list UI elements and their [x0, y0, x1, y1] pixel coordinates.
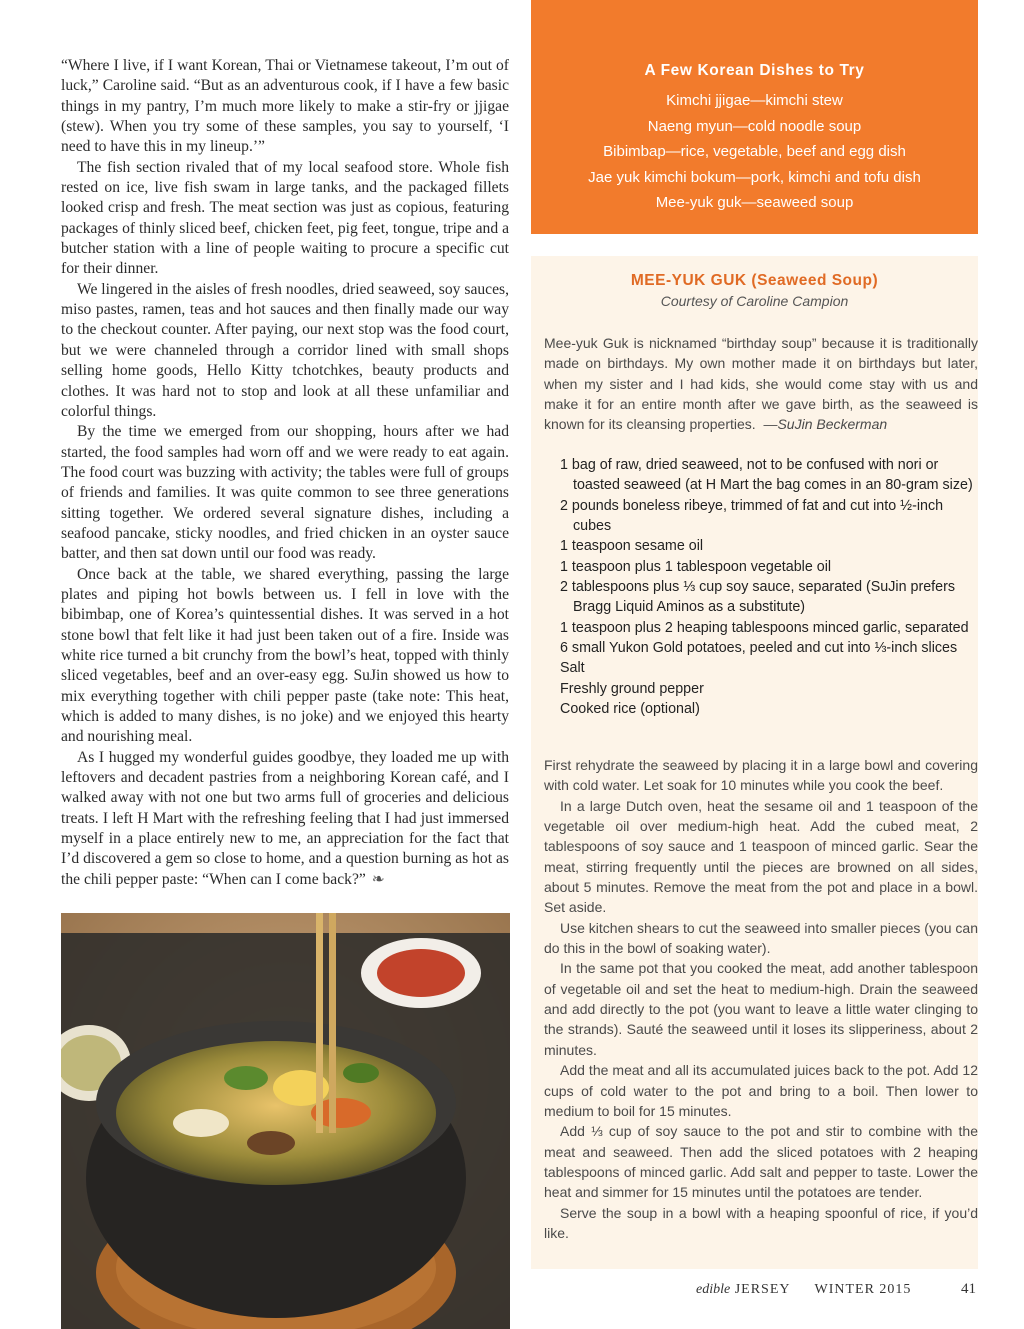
ingredient-item: Freshly ground pepper [560, 680, 704, 697]
article-paragraph [61, 748, 509, 890]
ingredient-item: 1 teaspoon plus 1 tablespoon vegetable oil [560, 558, 832, 575]
ingredient-item: 2 pounds boneless ribeye, trimmed of fat and cut into ½-inch cubes [560, 497, 944, 535]
ingredient-item: 6 small Yukon Gold potatoes, peeled and cut into ⅓-inch slices [560, 640, 958, 657]
direction-step: First rehydrate the seaweed by placing it in a large bowl and covering with cold water. Let soak for 10 minutes while you cook the beef. [544, 757, 978, 794]
magazine-name-italic: edible [696, 1282, 731, 1297]
ingredient-item: 2 tablespoons plus ⅓ cup soy sauce, separated (SuJin prefers Bragg Liquid Aminos as a substitute) [560, 579, 955, 616]
recipe-credit: Courtesy of Caroline Campion [660, 293, 849, 309]
direction-step: Use kitchen shears to cut the seaweed into smaller pieces (you can do this in the bowl of soaking water). [544, 919, 978, 957]
magazine-name: JERSEY [734, 1282, 790, 1297]
page-number: 41 [961, 1281, 976, 1297]
korean-dishes-sidebar [531, 0, 978, 234]
article-paragraph: “Where I live, if I want Korean, Thai or Vietnamese takeout, I’m out of luck,” Caroline said. “But as an adventurous cook, if I have a few basic things in my pantry, I’m much more likely to make a stir-fry or jjigae (stew). When you try some of these samples, you say to yourself, ‘I need to have this in my lineup.’” [61, 57, 509, 156]
ingredients-list [560, 455, 978, 719]
article-paragraph-text: As I hugged my wonderful guides goodbye, they loaded me up with leftovers and decadent pastries from a neighboring Korean café, and I walked away with not one but two arms full of groceries and delicious treats. I left H Mart with the refreshing feeling that I had just immersed myself in a place entirely new to me, an appreciation for the fact that I’d discovered a gem so close to home, and a question burning as hot as the chili pepper paste: “When can I come back?” [61, 748, 509, 888]
ingredient-item: Salt [560, 660, 585, 677]
article-paragraph: Once back at the table, we shared everything, passing the large plates and piping hot bowls between us. I fell in love with the bibimbap, one of Korea’s quintessential dishes. It was served in a hot stone bowl that felt like it had just been taken out of a fire. Inside was white rice turned a bit crunchy from the bowl’s heat, topped with thinly sliced vegetables, beef and an over-easy egg. SuJin showed us how to mix everything together with chili pepper paste (take note: This heat, which is added to many dishes, is no joke) and we enjoyed this hearty and nourishing meal. [61, 565, 509, 746]
ingredient-item: 1 bag of raw, dried seaweed, not to be confused with nori or toasted seaweed (at H Mart the bag comes in an 80-gram size) [560, 457, 973, 494]
article-paragraph: By the time we emerged from our shopping, hours after we had started, the food samples had worn off and we were ready to eat again. The food court was buzzing with activity; the tables were full of groups of friends and families. It was quite common to see three generations sitting together. We ordered several signature dishes, including a seafood pancake, sticky noodles, and fried chicken in an oyster sauce batter, and then sat down until our food was ready. [61, 423, 509, 563]
dish-item: Kimchi jjigae—kimchi stew [666, 92, 843, 109]
recipe-intro-attribution: —SuJin Beckerman [763, 416, 888, 433]
direction-step: Add ⅓ cup of soy sauce to the pot and stir to combine with the meat and seaweed. Then add the sliced potatoes with 2 heaping tablespoons of minced garlic. Add salt and pepper to taste. Lower the heat and simmer for 15 minutes until the potatoes are tender. [544, 1123, 978, 1201]
recipe-directions [544, 755, 978, 1243]
page-footer [696, 1282, 911, 1298]
recipe-intro [544, 333, 978, 434]
recipe-title: MEE-YUK GUK (Seaweed Soup) [630, 272, 879, 289]
recipe-intro-text: Mee-yuk Guk is nicknamed “birthday soup” because it is traditionally made on birthdays. My own mother made it on birthdays but later, when my sister and I had kids, she would come stay with us and make it for an entire month after we gave birth, as the seaweed is known for its cleansing properties. [544, 335, 978, 433]
bibimbap-illustration [61, 913, 510, 1329]
ingredient-item: Cooked rice (optional) [560, 701, 700, 718]
recipe-box [531, 256, 978, 1269]
bibimbap-photo [61, 913, 510, 1329]
dish-item: Mee-yuk guk—seaweed soup [655, 194, 854, 211]
article-paragraph: The fish section rivaled that of my local seafood store. Whole fish rested on ice, live fish swam in large tanks, and the packaged fillets looked crisp and fresh. The meat section was just as copious, featuring packages of thinly sliced beef, chicken feet, pig feet, tongue, tripe and a butcher station with a line of people waiting to procure a specific cut for their dinner. [61, 158, 509, 278]
sidebar-title: A Few Korean Dishes to Try [644, 62, 865, 79]
dishes-list [531, 88, 978, 216]
direction-step: In the same pot that you cooked the meat, add another tablespoon of vegetable oil and set the heat to medium-high. Drain the seaweed and add directly to the pot (you want to leave a little water clinging to the strands). Sauté the seaweed until it loses its slipperiness, about 2 minutes. [544, 960, 978, 1058]
dish-item: Jae yuk kimchi bokum—pork, kimchi and tofu dish [588, 168, 921, 186]
direction-step: Add the meat and all its accumulated juices back to the pot. Add 12 cups of cold water to the pot and bring to a boil. Then lower to medium to boil for 15 minutes. [544, 1062, 978, 1119]
issue-season: WINTER 2015 [814, 1282, 912, 1297]
dish-item: Naeng myun—cold noodle soup [647, 117, 862, 135]
article-body [61, 56, 509, 890]
ingredient-item: 1 teaspoon sesame oil [560, 538, 704, 555]
dish-item: Bibimbap—rice, vegetable, beef and egg dish [603, 143, 906, 160]
end-mark-icon: ❧ [371, 870, 385, 888]
article-paragraph: We lingered in the aisles of fresh noodles, dried seaweed, soy sauces, miso pastes, ramen, teas and hot sauces and then finally made our way to the checkout counter. After paying, our next stop was the food court, but we were channeled through a corridor lined with small shops selling home goods, Hello Kitty tchotchkes, beauty products and clothes. It was hard not to stop and look at all these unfamiliar and colorful things. [61, 280, 509, 420]
ingredient-item: 1 teaspoon plus 2 heaping tablespoons minced garlic, separated [560, 619, 969, 636]
direction-step: In a large Dutch oven, heat the sesame oil and 1 teaspoon of the vegetable oil over medium-high heat. Add the cubed meat, 2 tablespoons of soy sauce and 1 teaspoon of minced garlic. Sear the meat, stirring frequently until the pieces are browned on all sides, about 5 minutes. Remove the meat from the pot and place in a bowl. Set aside. [544, 797, 978, 916]
direction-step: Serve the soup in a bowl with a heaping spoonful of rice, if you’d like. [544, 1204, 978, 1241]
